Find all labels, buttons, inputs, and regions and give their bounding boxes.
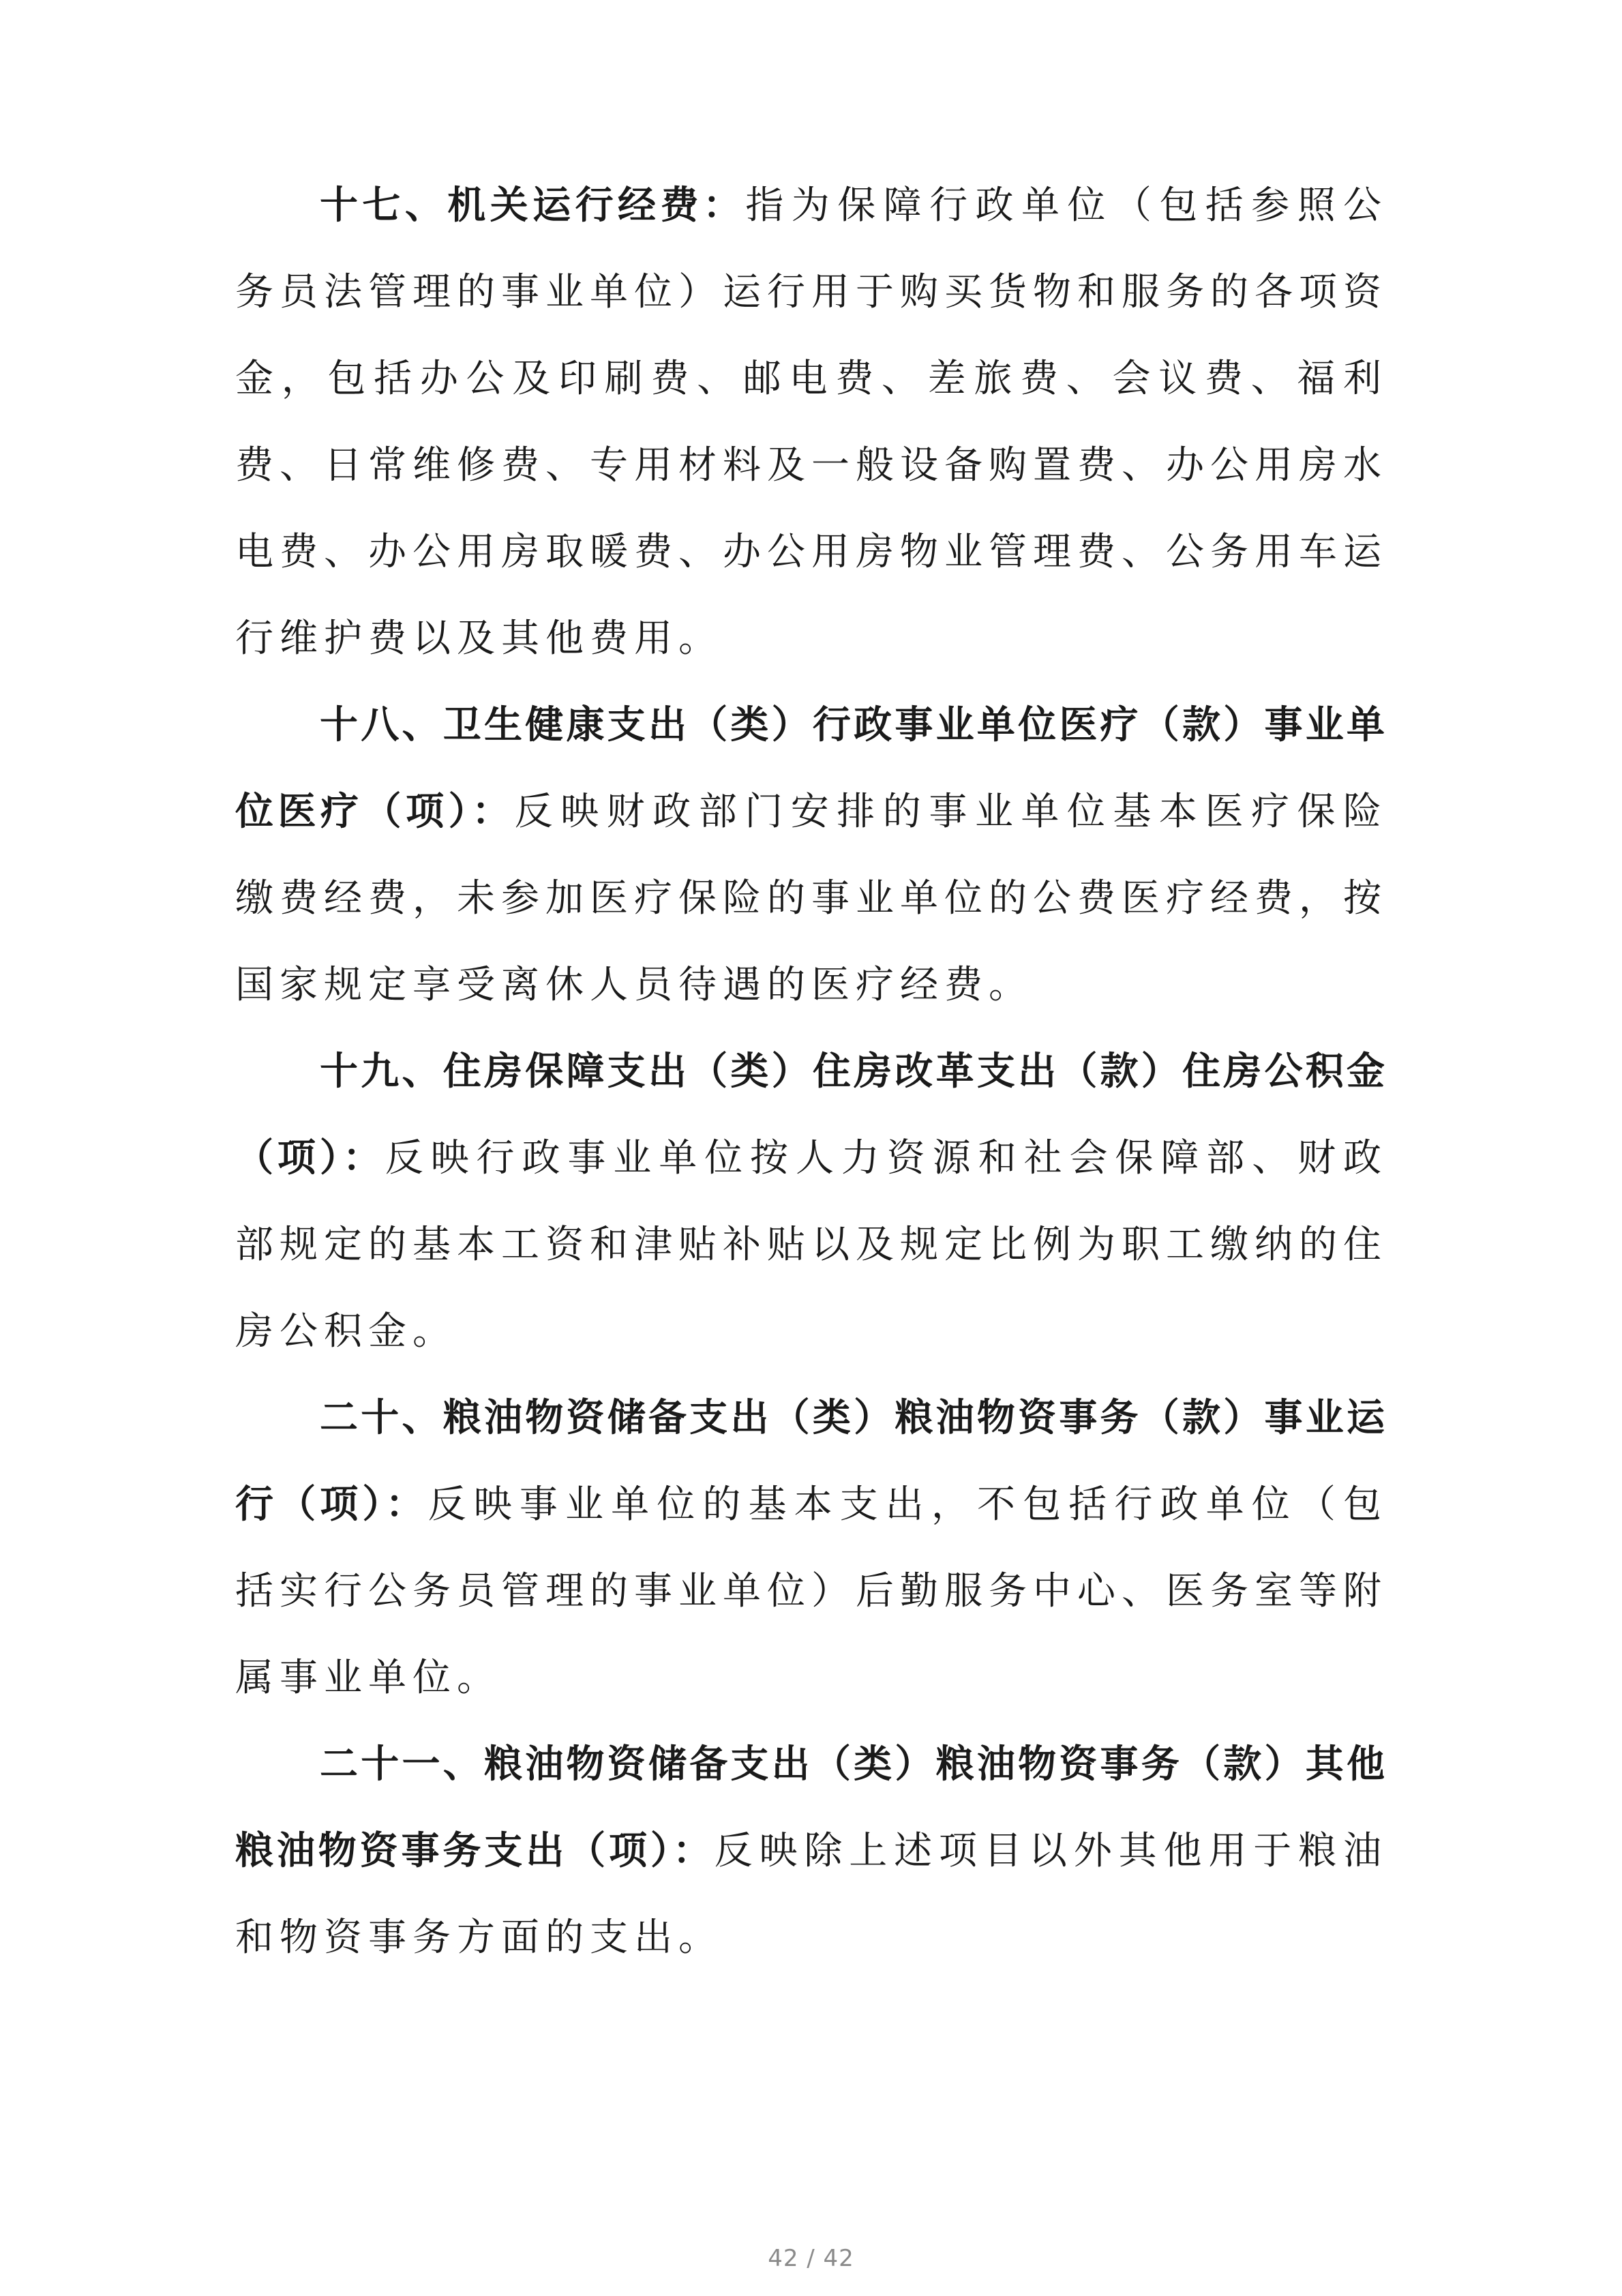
section-heading: 二十、粮油物资储备支出（类）粮油物资事务（款）事业运行（项）：: [235, 1396, 1387, 1527]
section-heading: 二十一、粮油物资储备支出（类）粮油物资事务（款）其他粮油物资事务支出（项）：: [235, 1742, 1387, 1873]
section-heading: 十八、卫生健康支出（类）行政事业单位医疗（款）事业单位医疗（项）：: [235, 703, 1387, 834]
section-text: 指为保障行政单位（包括参照公务员法管理的事业单位）运行用于购买货物和服务的各项资金，包括办公及印刷费、邮电费、差旅费、会议费、福利费、日常维修费、专用材料及一般设备购置费、办公用房水电费、办公用房取暖费、办公用房物业管理费、公务用车运行维护费以及其他费用。: [235, 183, 1388, 661]
section-text: 反映事业单位的基本支出，不包括行政单位（包括实行公务员管理的事业单位）后勤服务中心、医务室等附属事业单位。: [235, 1482, 1388, 1700]
document-body: [235, 162, 1387, 1981]
section-heading: 十九、住房保障支出（类）住房改革支出（款）住房公积金（项）：: [235, 1049, 1387, 1180]
section-paragraph: [235, 1028, 1387, 1375]
section-text: 反映财政部门安排的事业单位基本医疗保险缴费经费，未参加医疗保险的事业单位的公费医疗经费，按国家规定享受离休人员待遇的医疗经费。: [235, 790, 1388, 1007]
section-text: 反映行政事业单位按人力资源和社会保障部、财政部规定的基本工资和津贴补贴以及规定比例为职工缴纳的住房公积金。: [235, 1136, 1388, 1354]
section-paragraph: [235, 1721, 1387, 1981]
section-text: 反映除上述项目以外其他用于粮油和物资事务方面的支出。: [235, 1829, 1388, 1960]
section-paragraph: [235, 162, 1387, 682]
page-indicator: 42 / 42: [768, 2245, 854, 2272]
section-paragraph: [235, 682, 1387, 1028]
section-paragraph: [235, 1375, 1387, 1721]
section-heading: 十七、机关运行经费：: [320, 183, 746, 228]
